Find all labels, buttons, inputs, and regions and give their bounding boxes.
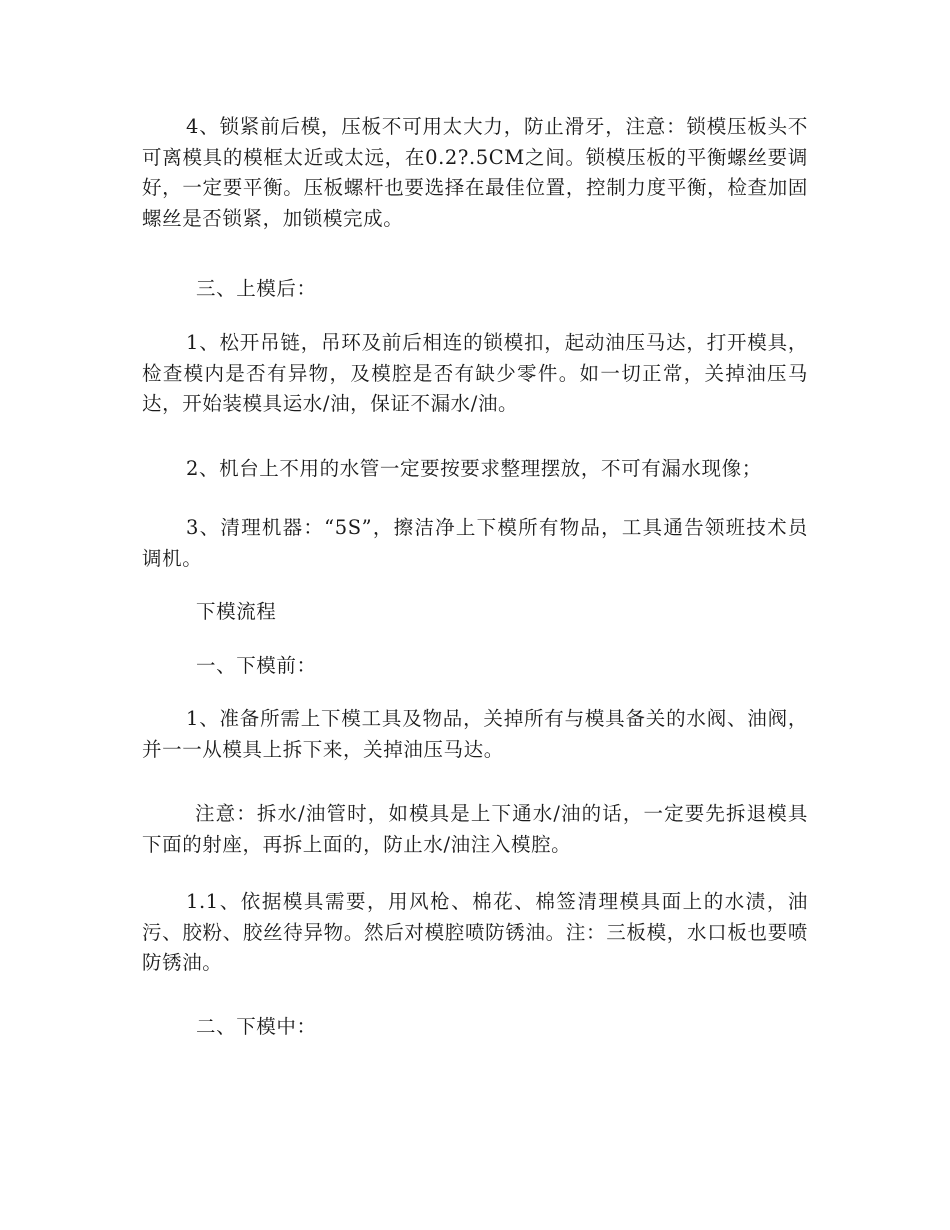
paragraph-prepare-tools: 1、准备所需上下模工具及物品，关掉所有与模具备关的水阀、油阀，并一一从模具上拆下来，关掉油压马达。 (142, 707, 808, 761)
heading-unmount-flow: 下模流程 (196, 600, 277, 623)
heading-after-mounting: 三、上模后： (196, 277, 317, 300)
paragraph-note-pipes: 注意：拆水/油管时，如模具是上下通水/油的话，一定要先拆退模具下面的射座，再拆上面的，防止水/油注入模腔。 (142, 802, 808, 856)
heading-before-unmounting: 一、下模前： (196, 654, 317, 677)
paragraph-clean-mold-face: 1.1、依据模具需要，用风枪、棉花、棉签清理模具面上的水渍，油污、胶粉、胶丝待异物。然后对模腔喷防锈油。注：三板模，水口板也要喷防锈油。 (142, 890, 808, 974)
paragraph-water-pipes: 2、机台上不用的水管一定要按要求整理摆放，不可有漏水现像； (186, 457, 762, 480)
paragraph-release-chain: 1、松开吊链，吊环及前后相连的锁模扣，起动油压马达，打开模具，检查模内是否有异物，及模腔是否有缺少零件。如一切正常，关掉油压马达，开始装模具运水/油，保证不漏水/油。 (142, 331, 808, 415)
paragraph-lock-molds: 4、锁紧前后模，压板不可用太大力，防止滑牙，注意：锁模压板头不可离模具的模框太近或太远，在0.2?.5CM之间。锁模压板的平衡螺丝要调好，一定要平衡。压板螺杆也要选择在最佳位置，控制力度平衡，检查加固螺丝是否锁紧，加锁模完成。 (142, 115, 808, 230)
paragraph-clean-machine: 3、清理机器：“5S”，擦洁净上下模所有物品，工具通告领班技术员调机。 (142, 516, 808, 570)
heading-during-unmounting: 二、下模中： (196, 1015, 317, 1038)
